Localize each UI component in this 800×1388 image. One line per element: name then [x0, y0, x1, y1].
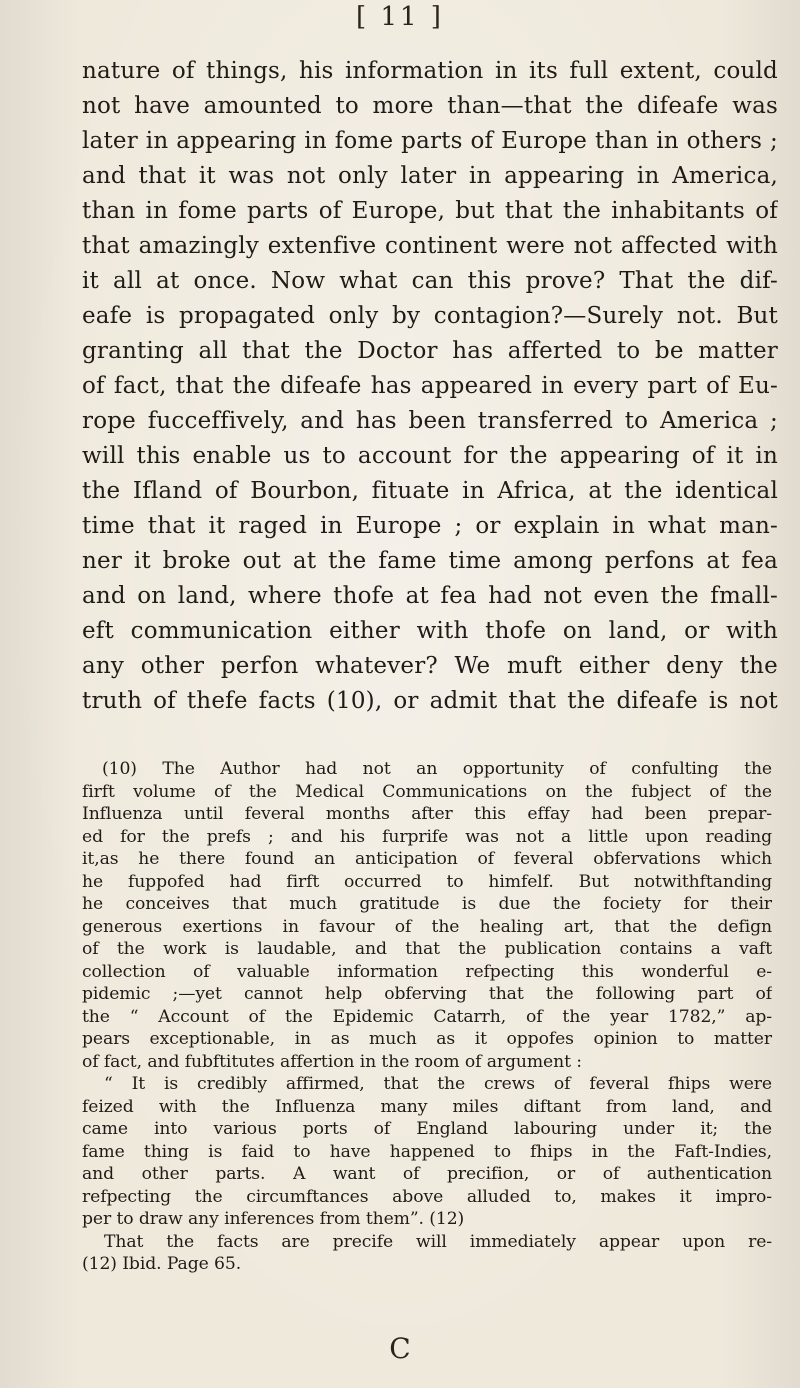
text-line: time that it raged in Europe ; or explain in what man-: [82, 513, 778, 539]
footnote-line: it,as he there found an anticipation of feveral obfervations which: [82, 849, 772, 869]
text-line: the Ifland of Bourbon, fituate in Africa, at the identical: [82, 478, 778, 504]
footnote-line: Influenza until feveral months after this effay had been prepar-: [82, 804, 772, 824]
footnote-line: collection of valuable information refpecting this wonderful e-: [82, 961, 772, 982]
text-line: any other perfon whatever? We muft either deny the: [82, 653, 778, 679]
footnote-reference: (12) Ibid. Page 65.: [82, 1254, 242, 1274]
footnote-line: generous exertions in favour of the healing art, that the defign: [82, 916, 772, 937]
footnote-line: “ It is credibly affirmed, that the crews of feveral fhips were: [104, 1074, 772, 1094]
text-line: it all at once. Now what can this prove? That the dif-: [82, 268, 778, 294]
text-line: granting all that the Doctor has afferted to be matter: [82, 338, 778, 364]
footnote-line: of the work is laudable, and that the publication contains a vaft: [82, 939, 772, 959]
footnote-line: the “ Account of the Epidemic Catarrh, of the year 1782,” ap-: [82, 1006, 772, 1027]
text-line: will this enable us to account for the appearing of it in: [82, 443, 778, 469]
text-line: not have amounted to more than—that the difeafe was: [82, 93, 778, 119]
footnote-line: he fuppofed had firft occurred to himfelf. But notwithftanding: [82, 871, 772, 892]
footnote-line: came into various ports of England labouring under it; the: [82, 1119, 772, 1139]
footnote-line: firft volume of the Medical Communications on the fubject of the: [82, 781, 772, 802]
footnote-line: pears exceptionable, in as much as it oppofes opinion to matter: [82, 1029, 772, 1049]
footnote-line: of fact, and fubftitutes affertion in the room of argument :: [82, 1051, 582, 1072]
footnote-text: [82, 758, 772, 1276]
text-line: later in appearing in fome parts of Europe than in others ;: [82, 128, 778, 154]
text-line: rope fucceffively, and has been transferred to America ;: [82, 408, 778, 434]
footnote-line: feized with the Influenza many miles diftant from land, and: [82, 1096, 772, 1117]
signature-mark: C: [389, 1332, 411, 1365]
text-line: and on land, where thofe at fea had not even the fmall-: [82, 583, 778, 609]
text-line: that amazingly extenfive continent were not affected with: [82, 233, 778, 259]
text-line: and that it was not only later in appearing in America,: [82, 163, 778, 189]
footnote-line: That the facts are precife will immediately appear upon re-: [104, 1231, 772, 1252]
footnote-line: and other parts. A want of precifion, or of authentication: [82, 1164, 772, 1184]
text-line: of fact, that the difeafe has appeared in every part of Eu-: [82, 373, 778, 399]
footnote-line: pidemic ;—yet cannot help obferving that the following part of: [82, 984, 772, 1004]
footnote-line: fame thing is faid to have happened to fhips in the Faft-Indies,: [82, 1141, 772, 1162]
text-line: nature of things, his information in its full extent, could: [82, 58, 778, 84]
text-line: eafe is propagated only by contagion?—Surely not. But: [82, 303, 778, 329]
footnote-line: refpecting the circumftances above alluded to, makes it impro-: [82, 1186, 772, 1207]
footnote-line: ed for the prefs ; and his furprife was not a little upon reading: [82, 826, 772, 847]
text-line: eft communication either with thofe on land, or with: [82, 618, 778, 644]
text-line: ner it broke out at the fame time among perfons at fea: [82, 548, 778, 574]
text-line: than in fome parts of Europe, but that the inhabitants of: [82, 198, 778, 224]
main-text: [82, 54, 778, 719]
footnote-line: per to draw any inferences from them”. (12): [82, 1209, 465, 1229]
page-number: [ 11 ]: [356, 2, 444, 32]
footnote-line: (10) The Author had not an opportunity of confulting the: [102, 759, 772, 779]
text-line: truth of thefe facts (10), or admit that the difeafe is not: [82, 688, 778, 714]
footnote-line: he conceives that much gratitude is due the fociety for their: [82, 894, 772, 914]
